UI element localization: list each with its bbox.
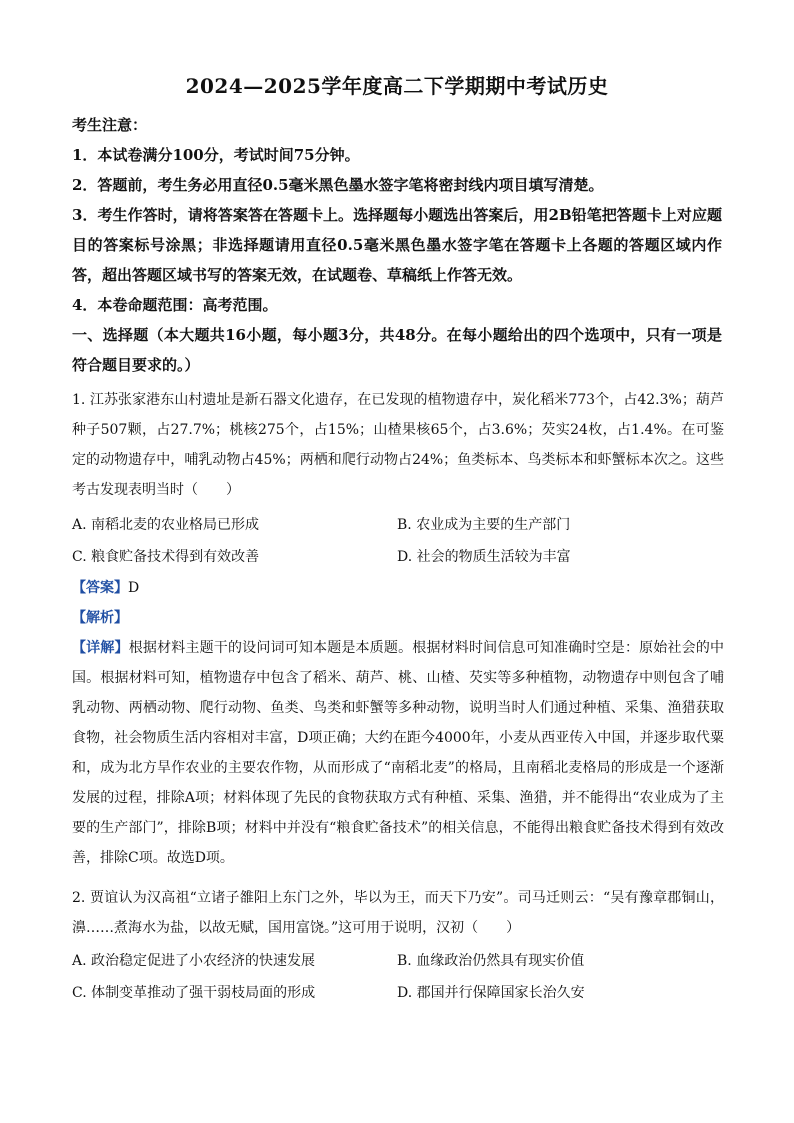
notice-item-4: 4．本卷命题范围：高考范围。 xyxy=(72,296,278,314)
notice-heading: 考生注意： xyxy=(72,116,148,134)
question-2-option-d: D. 郡国并行保障国家长治久安 xyxy=(397,985,585,1001)
question-2-option-c: C. 体制变革推动了强干弱枝局面的形成 xyxy=(72,985,316,1001)
analysis-line xyxy=(72,607,128,627)
question-1-option-d: D. 社会的物质生活较为丰富 xyxy=(397,549,571,565)
answer-value: D xyxy=(128,580,140,596)
section-heading: 一、选择题（本大题共16小题，每小题3分，共48分。在每小题给出的四个选项中，只有一项是符合题目要求的。） xyxy=(72,326,722,374)
detail-block xyxy=(72,633,724,873)
detail-text: 根据材料主题干的设问词可知本题是本质题。根据材料时间信息可知准确时空是：原始社会的中国。根据材料可知，植物遗存中包含了稻米、葫芦、桃、山楂、芡实等多种植物，动物遗存中则包含了哺乳动物、两栖动物、爬行动物、鱼类、鸟类和虾蟹等多种动物，说明当时人们通过种植、采集、渔猎获取食物，社会物质生活内容相对丰富，D项正确；大约在距今4000年，小麦从西亚传入中国，并逐步取代粟和，成为北方旱作农业的主要农作物，从而形成了“南稻北麦”的格局，且南稻北麦格局的形成是一个逐渐发展的过程，排除A项；材料体现了先民的食物获取方式有种植、采集、渔猎，并不能得出“农业成为了主要的生产部门”，排除B项；材料中并没有“粮食贮备技术”的相关信息，不能得出粮食贮备技术得到有效改善，排除C项。故选D项。 xyxy=(72,640,725,866)
notice-item-3: 3．考生作答时，请将答案答在答题卡上。选择题每小题选出答案后，用2B铅笔把答题卡上对应题目的答案标号涂黑；非选择题请用直径0.5毫米黑色墨水签字笔在答题卡上各题的答题区域内作答，超出答题区域书写的答案无效，在试题卷、草稿纸上作答无效。 xyxy=(72,206,722,284)
question-1-stem: 1. 江苏张家港东山村遗址是新石器文化遗存，在已发现的植物遗存中，炭化稻米773个，占42.3%；葫芦种子507颗，占27.7%；桃核275个，占15%；山楂果核65个，占3.6%；芡实24枚，占1.4%。在可鉴定的动物遗存中，哺乳动物占45%；两栖和爬行动物占24%；鱼类标本、鸟类标本和虾蟹标本次之。这些考古发现表明当时（ ） xyxy=(72,392,724,498)
answer-tag: 【答案】 xyxy=(72,580,128,596)
exam-notice xyxy=(72,110,722,380)
question-1-stem-block xyxy=(72,385,724,505)
analysis-tag: 【解析】 xyxy=(72,610,128,626)
question-2-option-a: A. 政治稳定促进了小农经济的快速发展 xyxy=(72,953,316,969)
question-1-option-c: C. 粮食贮备技术得到有效改善 xyxy=(72,549,260,565)
question-2-stem: 2. 贾谊认为汉高祖“立诸子雒阳上东门之外，毕以为王，而天下乃安”。司马迁则云：“吴有豫章郡铜山，濞……煮海水为盐，以故无赋，国用富饶。”这可用于说明，汉初（ ） xyxy=(72,890,724,936)
page-title: 2024—2025学年度高二下学期期中考试历史 xyxy=(185,74,609,98)
detail-paragraph xyxy=(72,633,724,873)
question-1-option-b: B. 农业成为主要的生产部门 xyxy=(397,517,571,533)
question-2-option-b: B. 血缘政治仍然具有现实价值 xyxy=(397,953,585,969)
question-1-options xyxy=(72,508,724,572)
notice-item-1: 1．本试卷满分100分，考试时间75分钟。 xyxy=(72,146,360,164)
question-2-options xyxy=(72,944,724,1008)
notice-item-2: 2．答题前，考生务必用直径0.5毫米黑色墨水签字笔将密封线内项目填写清楚。 xyxy=(72,176,604,194)
detail-tag: 【详解】 xyxy=(72,640,129,656)
question-2-stem-block xyxy=(72,883,724,943)
question-1-option-a: A. 南稻北麦的农业格局已形成 xyxy=(72,517,260,533)
answer-line xyxy=(72,577,139,597)
